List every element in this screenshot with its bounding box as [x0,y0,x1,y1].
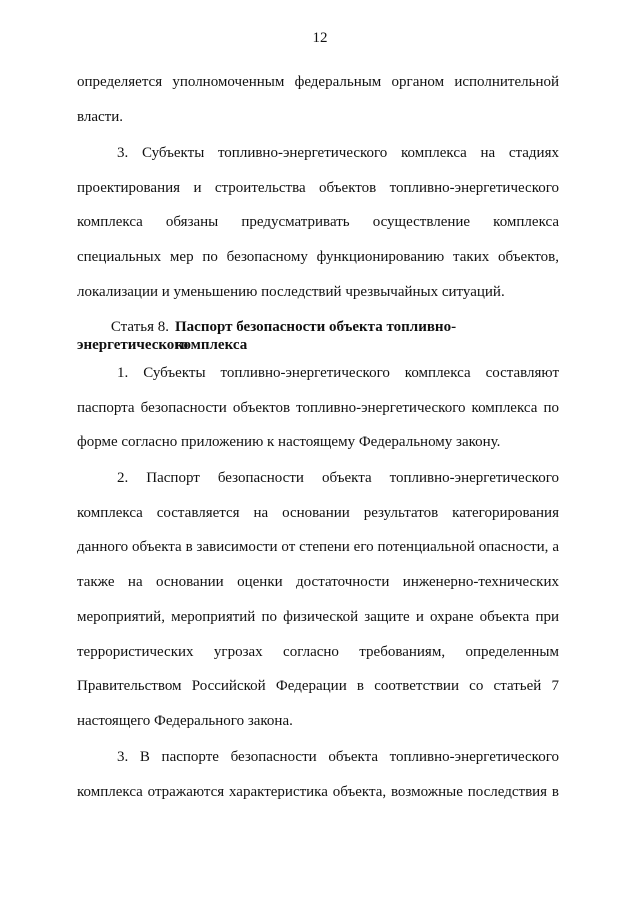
paragraph-line: мероприятий, мероприятий по физической защите и охране объекта при [77,609,559,625]
page-number: 12 [312,30,328,46]
paragraph-line: комплекса составляется на основании результатов категорирования [77,505,559,521]
paragraph-line: Правительством Российской Федерации в соответствии со статьей 7 [77,678,559,694]
paragraph-line: специальных мер по безопасному функционированию таких объектов, [77,249,559,265]
paragraph-line: форме согласно приложению к настоящему Федеральному закону. [77,434,501,450]
paragraph-line: комплекса обязаны предусматривать осуществление комплекса [77,214,559,230]
paragraph-line: 3. Субъекты топливно-энергетического комплекса на стадиях [117,145,559,161]
paragraph-line: также на основании оценки достаточности инженерно-технических [77,574,559,590]
article-title-continued: комплекса [175,337,248,353]
paragraph-line: настоящего Федерального закона. [77,713,293,729]
paragraph-line: власти. [77,109,124,125]
article-label: Статья 8. [110,319,169,335]
article-heading [77,318,567,354]
paragraph-line: 1. Субъекты топливно-энергетического комплекса составляют [117,365,559,381]
article-title: Паспорт безопасности объекта топливно-энергетического [77,319,457,353]
paragraph-line: 2. Паспорт безопасности объекта топливно-энергетического [117,470,559,486]
paragraph-line: локализации и уменьшению последствий чрезвычайных ситуаций. [77,284,505,300]
paragraph-line: определяется уполномоченным федеральным органом исполнительной [77,74,559,90]
paragraph-line: паспорта безопасности объектов топливно-энергетического комплекса по [77,400,559,416]
paragraph-line: комплекса отражаются характеристика объекта, возможные последствия в [77,784,559,800]
paragraph-line: террористических угрозах согласно требованиям, определенным [77,644,559,660]
paragraph-line: 3. В паспорте безопасности объекта топливно-энергетического [117,749,559,765]
paragraph-line: данного объекта в зависимости от степени его потенциальной опасности, а [77,539,559,555]
paragraph-line: проектирования и строительства объектов топливно-энергетического [77,180,559,196]
